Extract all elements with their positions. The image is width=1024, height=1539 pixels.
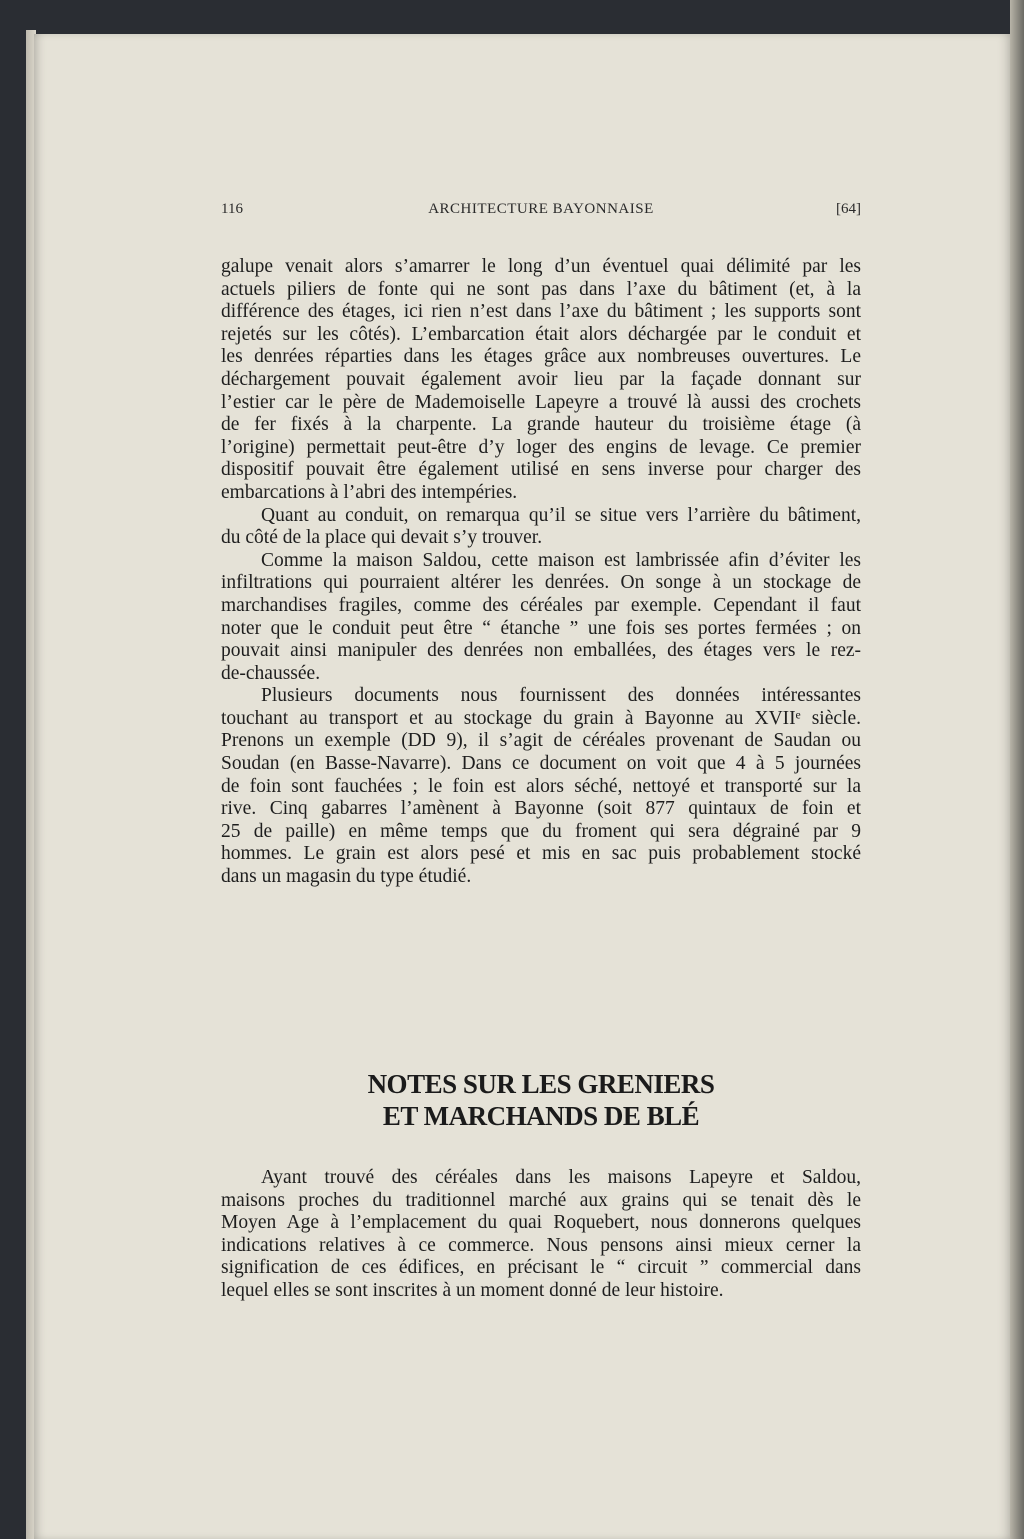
text-line: de-chaussée.: [221, 662, 321, 684]
page-number: 116: [221, 201, 243, 217]
text-line: Moyen Age à l’emplacement du quai Roquebert, nous donnerons quelques: [221, 1212, 861, 1234]
text-line: rejetés sur les côtés). L’embarcation était alors déchargée par le conduit et: [221, 323, 861, 345]
text-line: les denrées réparties dans les étages grâce aux nombreuses ouvertures. Le: [221, 346, 861, 368]
text-line: lequel elles se sont inscrites à un moment donné de leur histoire.: [221, 1279, 724, 1301]
text-line: galupe venait alors s’amarrer le long d’un éventuel quai délimité par les: [221, 256, 861, 277]
text-line: Ayant trouvé des céréales dans les maisons Lapeyre et Saldou,: [261, 1167, 861, 1188]
text-line: 25 de paille) en même temps que du froment qui sera dégrainé par 9: [221, 820, 861, 842]
text-line: actuels piliers de fonte qui ne sont pas dans l’axe du bâtiment (et, à la: [221, 278, 861, 300]
paragraph: [221, 550, 861, 686]
section-text: [221, 1167, 861, 1303]
text-line: rive. Cinq gabarres l’amènent à Bayonne (soit 877 quintaux de foin et: [221, 798, 861, 820]
text-line: de fer fixés à la charpente. La grande hauteur du troisième étage (à: [221, 414, 861, 436]
section-heading-line: NOTES SUR LES GRENIERS: [367, 1069, 715, 1099]
text-line: Quant au conduit, on remarqua qu’il se situe vers l’arrière du bâtiment,: [261, 504, 861, 526]
text-line: infiltrations qui pourraient altérer les denrées. On songe à un stockage de: [221, 572, 861, 594]
text-line: maisons proches du traditionnel marché aux grains qui se tenait dès le: [221, 1189, 861, 1211]
text-line: Prenons un exemple (DD 9), il s’agit de céréales provenant de Saudan ou: [221, 730, 861, 752]
text-line: Comme la maison Saldou, cette maison est lambrissée afin d’éviter les: [261, 549, 861, 571]
text-line: du côté de la place qui devait s’y trouver.: [221, 527, 543, 549]
running-title: ARCHITECTURE BAYONNAISE: [428, 201, 654, 217]
text-line: marchandises fragiles, comme des céréales par exemple. Cependant il faut: [221, 594, 861, 616]
running-header: [221, 201, 861, 221]
text-line: embarcations à l’abri des intempéries.: [221, 481, 518, 503]
text-line: de foin sont fauchées ; le foin est alors séché, nettoyé et transporté sur la: [221, 775, 861, 797]
text-line: différence des étages, ici rien n’est dans l’axe du bâtiment ; les supports sont: [221, 301, 861, 323]
text-line: dispositif pouvait être également utilisé en sens inverse pour charger des: [221, 459, 861, 481]
paragraph: [221, 256, 861, 505]
body-text: [221, 256, 861, 889]
text-line: pouvait ainsi manipuler des denrées non emballées, des étages vers le rez-: [221, 640, 861, 662]
text-line: indications relatives à ce commerce. Nous pensons ainsi mieux cerner la: [221, 1234, 861, 1256]
text-line: l’origine) permettait peut-être d’y loger des engins de levage. Ce premier: [221, 436, 861, 458]
text-line: déchargement pouvait également avoir lieu par la façade donnant sur: [221, 368, 861, 390]
section-heading-line: ET MARCHANDS DE BLÉ: [382, 1101, 700, 1131]
text-line: l’estier car le père de Mademoiselle Lapeyre a trouvé là aussi des crochets: [221, 391, 861, 413]
page-reference: [64]: [836, 201, 861, 217]
text-line: Plusieurs documents nous fournissent des données intéressantes: [261, 685, 861, 707]
section-heading: [221, 1068, 861, 1132]
text-line: noter que le conduit peut être “ étanche ” une fois ses portes fermées ; on: [221, 617, 861, 639]
paragraph: [221, 685, 861, 888]
paragraph: [221, 1167, 861, 1303]
text-line: hommes. Le grain est alors pesé et mis en sac puis probablement stocké: [221, 843, 861, 865]
text-line: Soudan (en Basse-Navarre). Dans ce document on voit que 4 à 5 journées: [221, 753, 861, 775]
text-line: signification de ces édifices, en précisant le “ circuit ” commercial dans: [221, 1257, 861, 1279]
binding-edge: [1010, 0, 1024, 1539]
text-line: touchant au transport et au stockage du grain à Bayonne au XVIIᵉ siècle.: [221, 707, 861, 729]
paragraph: [221, 505, 861, 550]
text-line: dans un magasin du type étudié.: [221, 866, 472, 888]
